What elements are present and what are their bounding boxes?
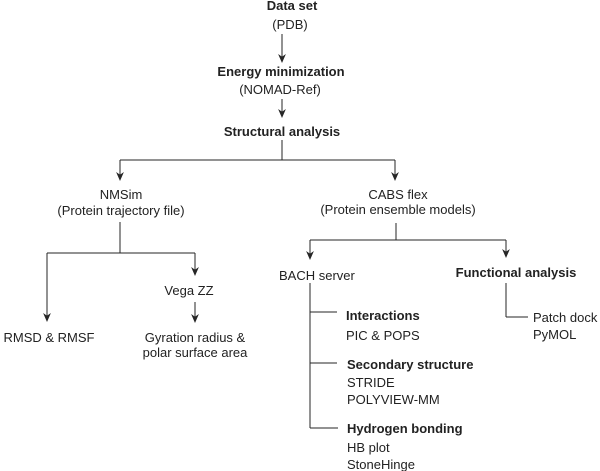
node-structural-analysis: Structural analysis bbox=[223, 124, 341, 139]
tool-patch-dock: Patch dock bbox=[533, 310, 598, 325]
node-rmsd-rmsf: RMSD & RMSF bbox=[3, 330, 95, 345]
node-functional-analysis: Functional analysis bbox=[455, 265, 577, 280]
group-secondary-items bbox=[347, 374, 440, 408]
node-nmsim-subtitle: (Protein trajectory file) bbox=[57, 203, 185, 218]
group-interactions-heading: Interactions bbox=[346, 308, 420, 323]
group-hydrogen-items bbox=[347, 439, 415, 471]
tool-stonehinge: StoneHinge bbox=[347, 457, 415, 471]
tool-pic-pops: PIC & POPS bbox=[346, 328, 420, 343]
node-bach-server: BACH server bbox=[279, 268, 355, 283]
group-interactions-items bbox=[346, 327, 420, 344]
node-dataset-subtitle: (PDB) bbox=[272, 17, 308, 32]
node-cabs-subtitle: (Protein ensemble models) bbox=[320, 202, 476, 217]
node-gyration bbox=[143, 330, 248, 360]
tool-stride: STRIDE bbox=[347, 375, 395, 390]
tool-polyview: POLYVIEW-MM bbox=[347, 392, 440, 407]
group-hydrogen-heading: Hydrogen bonding bbox=[347, 421, 463, 436]
node-dataset-title: Data set bbox=[266, 0, 318, 13]
node-cabs-title: CABS flex bbox=[368, 187, 428, 202]
node-gyration-line1: Gyration radius & bbox=[144, 330, 246, 345]
group-functional-tools bbox=[533, 309, 597, 343]
tool-hb-plot: HB plot bbox=[347, 440, 390, 455]
node-energy-title: Energy minimization bbox=[217, 64, 345, 79]
node-energy-subtitle: (NOMAD-Ref) bbox=[239, 82, 321, 97]
group-secondary-heading: Secondary structure bbox=[347, 357, 474, 372]
tool-pymol: PyMOL bbox=[533, 327, 577, 342]
node-vega-zz: Vega ZZ bbox=[164, 283, 214, 298]
node-gyration-line2: polar surface area bbox=[142, 345, 248, 360]
node-nmsim-title: NMSim bbox=[99, 187, 143, 202]
